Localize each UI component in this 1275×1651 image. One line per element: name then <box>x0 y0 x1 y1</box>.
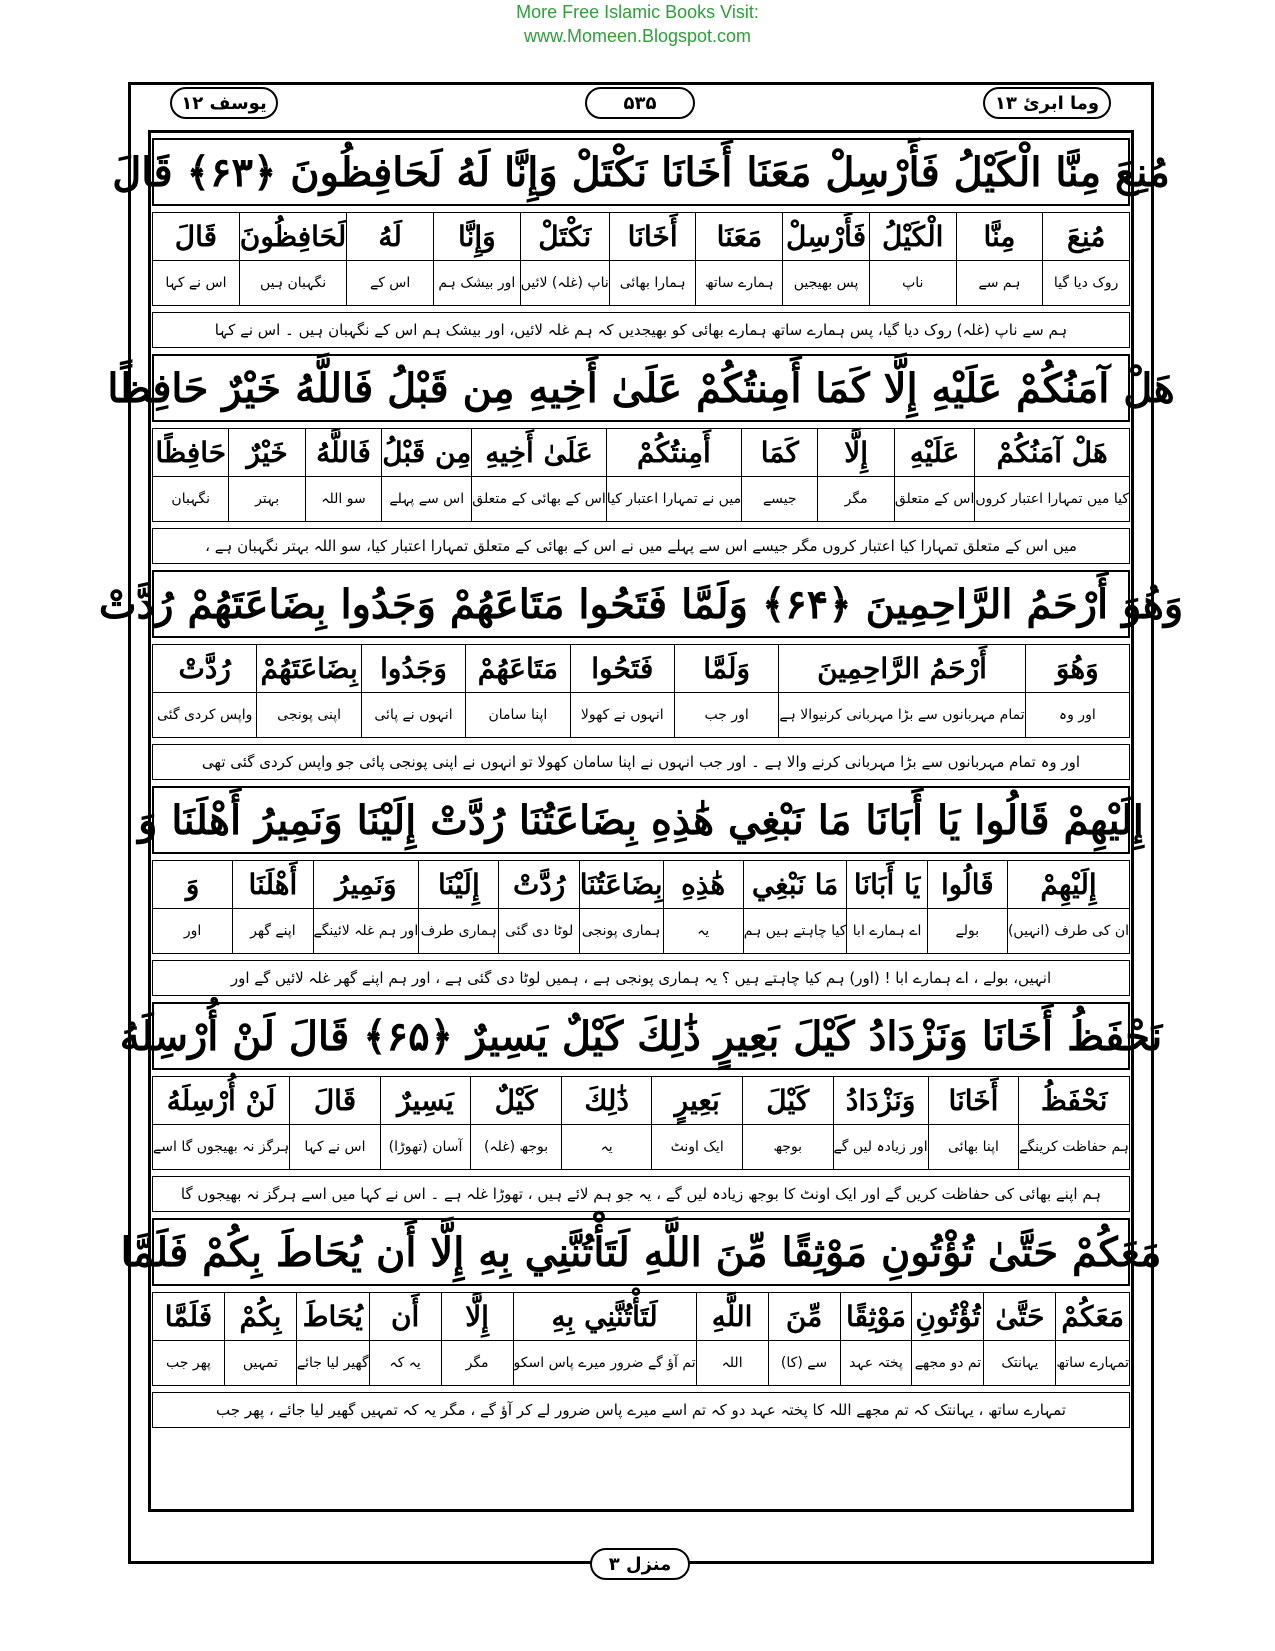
arabic-word: مِّنَ <box>769 1293 840 1341</box>
urdu-word-meaning: پس بھیجیں <box>793 275 859 292</box>
urdu-word-meaning: پختہ عہد <box>849 1355 903 1372</box>
word-cell <box>153 1077 289 1169</box>
word-cell <box>381 429 471 521</box>
word-cell <box>418 861 498 953</box>
arabic-word: يَا أَبَانَا <box>847 861 926 909</box>
arabic-word: الْكَيْلُ <box>870 213 956 261</box>
word-cell <box>927 861 1007 953</box>
word-cell <box>1018 1077 1129 1169</box>
urdu-word-meaning: تمہیں <box>242 1355 278 1372</box>
urdu-word-meaning: میں نے تمہارا اعتبار کیا <box>606 491 742 508</box>
urdu-word-meaning: اس نے کہا <box>165 275 227 292</box>
arabic-word: وَجَدُوا <box>362 645 465 693</box>
urdu-word-meaning: ہم حفاظت کرینگے <box>1019 1139 1129 1156</box>
verse-line: مُنِعَ مِنَّا الْكَيْلُ فَأَرْسِلْ مَعَنَا أَخَانَا نَكْتَلْ وَإِنَّا لَهُ لَحَافِظُونَ ﴿۶۳﴾ قَالَ <box>152 138 1130 206</box>
word-cell <box>239 213 347 305</box>
word-cell <box>471 429 606 521</box>
word-cell <box>1042 213 1129 305</box>
arabic-word: وَنَزْدَادُ <box>834 1077 928 1125</box>
arabic-word: حَافِظًا <box>153 429 228 477</box>
arabic-word: نَكْتَلْ <box>521 213 609 261</box>
word-cell <box>846 861 926 953</box>
word-grid <box>152 212 1130 306</box>
urdu-word-meaning: تمہارے ساتھ <box>1056 1355 1129 1372</box>
arabic-word: مِنَّا <box>957 213 1043 261</box>
urdu-word-meaning: یہانتک <box>1001 1355 1039 1372</box>
urdu-word-meaning: ہماری طرف <box>420 923 497 940</box>
manzil-label: منزل ۳ <box>590 1548 690 1580</box>
urdu-word-meaning: یہ <box>697 923 710 940</box>
arabic-word: رُدَّتْ <box>153 645 256 693</box>
urdu-word-meaning: اس کے متعلق <box>894 491 975 508</box>
urdu-word-meaning: لوٹا دی گئی <box>504 923 574 940</box>
urdu-word-meaning: اپنے گھر <box>250 923 296 940</box>
verse-line: إِلَيْهِمْ قَالُوا يَا أَبَانَا مَا نَبْغِي هَٰذِهِ بِضَاعَتُنَا رُدَّتْ إِلَيْنَا وَنَمِيرُ أَهْلَنَا وَ <box>152 786 1130 854</box>
word-cell <box>1007 861 1129 953</box>
urdu-translation: انہیں، بولے ، اے ہمارے ابا ! (اور) ہم کیا چاہتے ہیں ؟ یہ ہماری پونجی ہے ، ہمیں لوٹا دی گئی ہے ، اور ہم اپنے گھر غلہ لائیں گے اور <box>152 960 1130 996</box>
word-cell <box>224 1293 296 1385</box>
word-grid <box>152 1292 1130 1386</box>
urdu-word-meaning: ایک اونٹ <box>670 1139 724 1156</box>
arabic-word: كَمَا <box>742 429 817 477</box>
arabic-word: ذَٰلِكَ <box>562 1077 652 1125</box>
urdu-word-meaning: ان کی طرف (انہیں) <box>1007 923 1129 940</box>
urdu-word-meaning: سے (کا) <box>780 1355 828 1372</box>
word-cell <box>256 645 360 737</box>
urdu-translation: میں اس کے متعلق تمہارا کیا اعتبار کروں مگر جیسے اس سے پہلے میں نے اس کے بھائی کے متعلق تمہارا اعتبار کیا، سو اللہ بہتر نگہبان ہے ، <box>152 528 1130 564</box>
word-cell <box>369 1293 441 1385</box>
word-cell <box>674 645 778 737</box>
urdu-word-meaning: اور <box>183 923 202 940</box>
urdu-word-meaning: اور وہ <box>1058 707 1096 724</box>
urdu-word-meaning: اور بیشک ہم <box>438 275 516 292</box>
arabic-word: وَنَمِيرُ <box>314 861 419 909</box>
word-cell <box>313 861 419 953</box>
urdu-word-meaning: اور جب <box>704 707 749 724</box>
urdu-word-meaning: انہوں نے کھولا <box>580 707 664 724</box>
arabic-word: تُؤْتُونِ <box>912 1293 983 1341</box>
word-cell <box>513 1293 696 1385</box>
arabic-word: وَإِنَّا <box>434 213 520 261</box>
urdu-word-meaning: ہماری پونجی <box>581 923 661 940</box>
urdu-word-meaning: سو اللہ <box>321 491 366 508</box>
urdu-word-meaning: واپس کردی گئی <box>157 707 253 724</box>
arabic-word: فَأَرْسِلْ <box>783 213 869 261</box>
arabic-word: فَاللَّهُ <box>306 429 381 477</box>
urdu-word-meaning: تم آؤ گے ضرور میرے پاس اسکو <box>513 1355 696 1372</box>
arabic-word: يَسِيرٌ <box>381 1077 471 1125</box>
urdu-word-meaning: ناپ (غلہ) لائیں <box>520 275 609 292</box>
urdu-word-meaning: انہوں نے پائی <box>374 707 453 724</box>
urdu-word-meaning: مگر <box>844 491 868 508</box>
arabic-word: حَتَّىٰ <box>984 1293 1055 1341</box>
arabic-word: مُنِعَ <box>1043 213 1129 261</box>
arabic-word: هَلْ آمَنُكُمْ <box>975 429 1129 477</box>
word-grid <box>152 860 1130 954</box>
verse-line: مَعَكُمْ حَتَّىٰ تُؤْتُونِ مَوْثِقًا مِّنَ اللَّهِ لَتَأْتُنَّنِي بِهِ إِلَّا أَن يُحَاطَ بِكُمْ فَلَمَّا <box>152 1218 1130 1286</box>
word-cell <box>894 429 975 521</box>
arabic-word: بِضَاعَتَهُمْ <box>257 645 360 693</box>
word-cell <box>470 1077 561 1169</box>
word-cell <box>153 645 256 737</box>
word-cell <box>651 1077 742 1169</box>
word-cell <box>579 861 663 953</box>
arabic-word: اللَّهِ <box>697 1293 768 1341</box>
urdu-word-meaning: اللہ <box>721 1355 743 1372</box>
urdu-word-meaning: اے ہمارے ابا <box>852 923 922 940</box>
verse-line: نَحْفَظُ أَخَانَا وَنَزْدَادُ كَيْلَ بَعِيرٍ ذَٰلِكَ كَيْلٌ يَسِيرٌ ﴿۶۵﴾ قَالَ لَنْ أُرْسِلَهُ <box>152 1002 1130 1070</box>
arabic-word: فَتَحُوا <box>571 645 674 693</box>
arabic-word: كَيْلٌ <box>471 1077 561 1125</box>
urdu-word-meaning: نگہبان <box>171 491 211 508</box>
word-cell <box>289 1077 380 1169</box>
word-cell <box>768 1293 840 1385</box>
urdu-word-meaning: اپنا سامان <box>488 707 548 724</box>
word-cell <box>380 1077 471 1169</box>
word-cell <box>346 213 433 305</box>
word-cell <box>520 213 609 305</box>
arabic-word: إِلَيْهِمْ <box>1008 861 1129 909</box>
urdu-word-meaning: اس نے کہا <box>304 1139 366 1156</box>
arabic-word: مَعَنَا <box>696 213 782 261</box>
urdu-word-meaning: ہرگز نہ بھیجوں گا اسے <box>153 1139 290 1156</box>
header-note-line1: More Free Islamic Books Visit: <box>516 2 759 22</box>
word-cell <box>609 213 696 305</box>
word-cell <box>778 645 1024 737</box>
urdu-word-meaning: اس سے پہلے <box>389 491 465 508</box>
arabic-word: إِلَّا <box>442 1293 513 1341</box>
urdu-word-meaning: تم دو مجھے <box>914 1355 982 1372</box>
word-grid <box>152 428 1130 522</box>
word-cell <box>956 213 1043 305</box>
urdu-word-meaning: اپنی پونجی <box>277 707 342 724</box>
urdu-word-meaning: بوجھ <box>773 1139 803 1156</box>
arabic-word: مَعَكُمْ <box>1056 1293 1129 1341</box>
arabic-word: مَتَاعَهُمْ <box>466 645 569 693</box>
arabic-word: أَخَانَا <box>929 1077 1019 1125</box>
word-cell <box>663 861 743 953</box>
arabic-word: لَتَأْتُنَّنِي بِهِ <box>514 1293 696 1341</box>
urdu-word-meaning: تمام مہربانوں سے بڑا مہربانی کرنیوالا ہے <box>779 707 1025 724</box>
arabic-word: أَخَانَا <box>610 213 696 261</box>
arabic-word: أَهْلَنَا <box>233 861 312 909</box>
word-cell <box>433 213 520 305</box>
urdu-word-meaning: مگر <box>465 1355 489 1372</box>
juz-label: وما ابرئ ۱۳ <box>983 87 1111 119</box>
urdu-word-meaning: یہ کہ <box>389 1355 421 1372</box>
urdu-word-meaning: ہمارا بھائی <box>619 275 686 292</box>
arabic-word: إِلَيْنَا <box>419 861 498 909</box>
urdu-word-meaning: ناپ <box>902 275 924 292</box>
arabic-word: يُحَاطَ <box>297 1293 369 1341</box>
word-cell <box>696 1293 768 1385</box>
arabic-word: لَهُ <box>347 213 433 261</box>
word-cell <box>153 213 239 305</box>
arabic-word: عَلَيْهِ <box>895 429 975 477</box>
urdu-word-meaning: اس کے <box>369 275 411 292</box>
word-cell <box>833 1077 928 1169</box>
arabic-word: مَوْثِقًا <box>841 1293 912 1341</box>
word-cell <box>361 645 465 737</box>
arabic-word: كَيْلَ <box>743 1077 833 1125</box>
verse-line: هَلْ آمَنُكُمْ عَلَيْهِ إِلَّا كَمَا أَمِنتُكُمْ عَلَىٰ أَخِيهِ مِن قَبْلُ فَاللَّهُ خَيْرٌ حَافِظًا <box>152 354 1130 422</box>
arabic-word: هَٰذِهِ <box>664 861 743 909</box>
urdu-word-meaning: جیسے <box>762 491 797 508</box>
word-cell <box>911 1293 983 1385</box>
word-cell <box>606 429 741 521</box>
word-cell <box>232 861 312 953</box>
word-cell <box>305 429 381 521</box>
word-cell <box>296 1293 369 1385</box>
word-cell <box>840 1293 912 1385</box>
page-number: ۵۳۵ <box>585 87 695 119</box>
word-grid <box>152 1076 1130 1170</box>
arabic-word: مِن قَبْلُ <box>382 429 471 477</box>
header-note-line2: www.Momeen.Blogspot.com <box>523 26 752 46</box>
word-cell <box>153 861 232 953</box>
arabic-word: بِضَاعَتُنَا <box>580 861 663 909</box>
word-cell <box>561 1077 652 1169</box>
urdu-word-meaning: اور ہم غلہ لائینگے <box>313 923 419 940</box>
surah-label: یوسف ۱۲ <box>170 87 278 119</box>
arabic-word: قَالُوا <box>928 861 1007 909</box>
word-cell <box>782 213 869 305</box>
verse-line: وَهُوَ أَرْحَمُ الرَّاحِمِينَ ﴿۶۴﴾ وَلَمَّا فَتَحُوا مَتَاعَهُمْ وَجَدُوا بِضَاعَتَهُمْ رُدَّتْ <box>152 570 1130 638</box>
arabic-word: نَحْفَظُ <box>1019 1077 1129 1125</box>
urdu-word-meaning: اور زیادہ لیں گے <box>833 1139 928 1156</box>
word-cell <box>441 1293 513 1385</box>
word-cell <box>1025 645 1129 737</box>
word-cell <box>741 429 817 521</box>
word-cell <box>928 1077 1019 1169</box>
arabic-word: رُدَّتْ <box>499 861 578 909</box>
arabic-word: وَهُوَ <box>1026 645 1129 693</box>
urdu-translation: ہم سے ناپ (غلہ) روک دیا گیا، پس ہمارے ساتھ ہمارے بھائی کو بھیجدیں کہ ہم غلہ لائیں، اور بیشک ہم اس کے نگہبان ہیں ۔ اس نے کہا <box>152 312 1130 348</box>
arabic-word: بِكُمْ <box>225 1293 296 1341</box>
arabic-word: لَنْ أُرْسِلَهُ <box>153 1077 289 1125</box>
urdu-word-meaning: ہم سے <box>978 275 1021 292</box>
urdu-word-meaning: گھیر لیا جائے <box>296 1355 369 1372</box>
arabic-word: أَمِنتُكُمْ <box>607 429 741 477</box>
arabic-word: عَلَىٰ أَخِيهِ <box>472 429 606 477</box>
arabic-word: وَلَمَّا <box>675 645 778 693</box>
urdu-word-meaning: ہمارے ساتھ <box>704 275 774 292</box>
urdu-word-meaning: اس کے بھائی کے متعلق <box>472 491 606 508</box>
urdu-translation: اور وہ تمام مہربانوں سے بڑا مہربانی کرنے والا ہے ۔ اور جب انہوں نے اپنا سامان کھولا تو انہوں نے اپنی پونجی پائی جو واپس کردی گئی تھی <box>152 744 1130 780</box>
word-cell <box>498 861 578 953</box>
urdu-word-meaning: اپنا بھائی <box>948 1139 999 1156</box>
word-cell <box>869 213 956 305</box>
word-grid <box>152 644 1130 738</box>
word-cell <box>742 1077 833 1169</box>
urdu-word-meaning: بولے <box>955 923 980 940</box>
urdu-word-meaning: آسان (تھوڑا) <box>388 1139 463 1156</box>
urdu-word-meaning: بوجھ (غلہ) <box>483 1139 549 1156</box>
urdu-word-meaning: کیا میں تمہارا اعتبار کروں <box>975 491 1129 508</box>
urdu-word-meaning: کیا چاہتے ہیں ہم <box>743 923 847 940</box>
urdu-translation: ہم اپنے بھائی کی حفاظت کریں گے اور ایک اونٹ کا بوجھ زیادہ لیں گے ، یہ جو ہم لائے ہیں ، تھوڑا غلہ ہے ۔ اس نے کہا میں اسے ہرگز نہ بھیجوں گا <box>152 1176 1130 1212</box>
word-cell <box>153 1293 224 1385</box>
arabic-word: بَعِيرٍ <box>652 1077 742 1125</box>
urdu-word-meaning: روک دیا گیا <box>1053 275 1119 292</box>
arabic-word: أَرْحَمُ الرَّاحِمِينَ <box>779 645 1024 693</box>
arabic-word: إِلَّا <box>818 429 893 477</box>
urdu-word-meaning: نگہبان ہیں <box>259 275 327 292</box>
arabic-word: فَلَمَّا <box>153 1293 224 1341</box>
word-cell <box>570 645 674 737</box>
urdu-translation: تمہارے ساتھ ، یہانتک کہ تم مجھے اللہ کا پختہ عہد دو کہ تم اسے میرے پاس ضرور لے کر آؤ گے ، مگر یہ کہ تمہیں گھیر لیا جائے ، پھر جب <box>152 1392 1130 1428</box>
word-cell <box>743 861 847 953</box>
word-cell <box>465 645 569 737</box>
arabic-word: لَحَافِظُونَ <box>240 213 347 261</box>
arabic-word: أَن <box>370 1293 441 1341</box>
arabic-word: مَا نَبْغِي <box>744 861 847 909</box>
arabic-word: قَالَ <box>290 1077 380 1125</box>
arabic-word: خَيْرٌ <box>229 429 304 477</box>
word-cell <box>228 429 304 521</box>
word-cell <box>983 1293 1055 1385</box>
urdu-word-meaning: پھر جب <box>166 1355 211 1372</box>
urdu-word-meaning: بہتر <box>255 491 280 508</box>
word-cell <box>695 213 782 305</box>
word-cell <box>817 429 893 521</box>
word-cell <box>974 429 1129 521</box>
urdu-word-meaning: یہ <box>600 1139 613 1156</box>
arabic-word: وَ <box>153 861 232 909</box>
arabic-word: قَالَ <box>153 213 239 261</box>
word-cell <box>1055 1293 1129 1385</box>
word-cell <box>153 429 228 521</box>
